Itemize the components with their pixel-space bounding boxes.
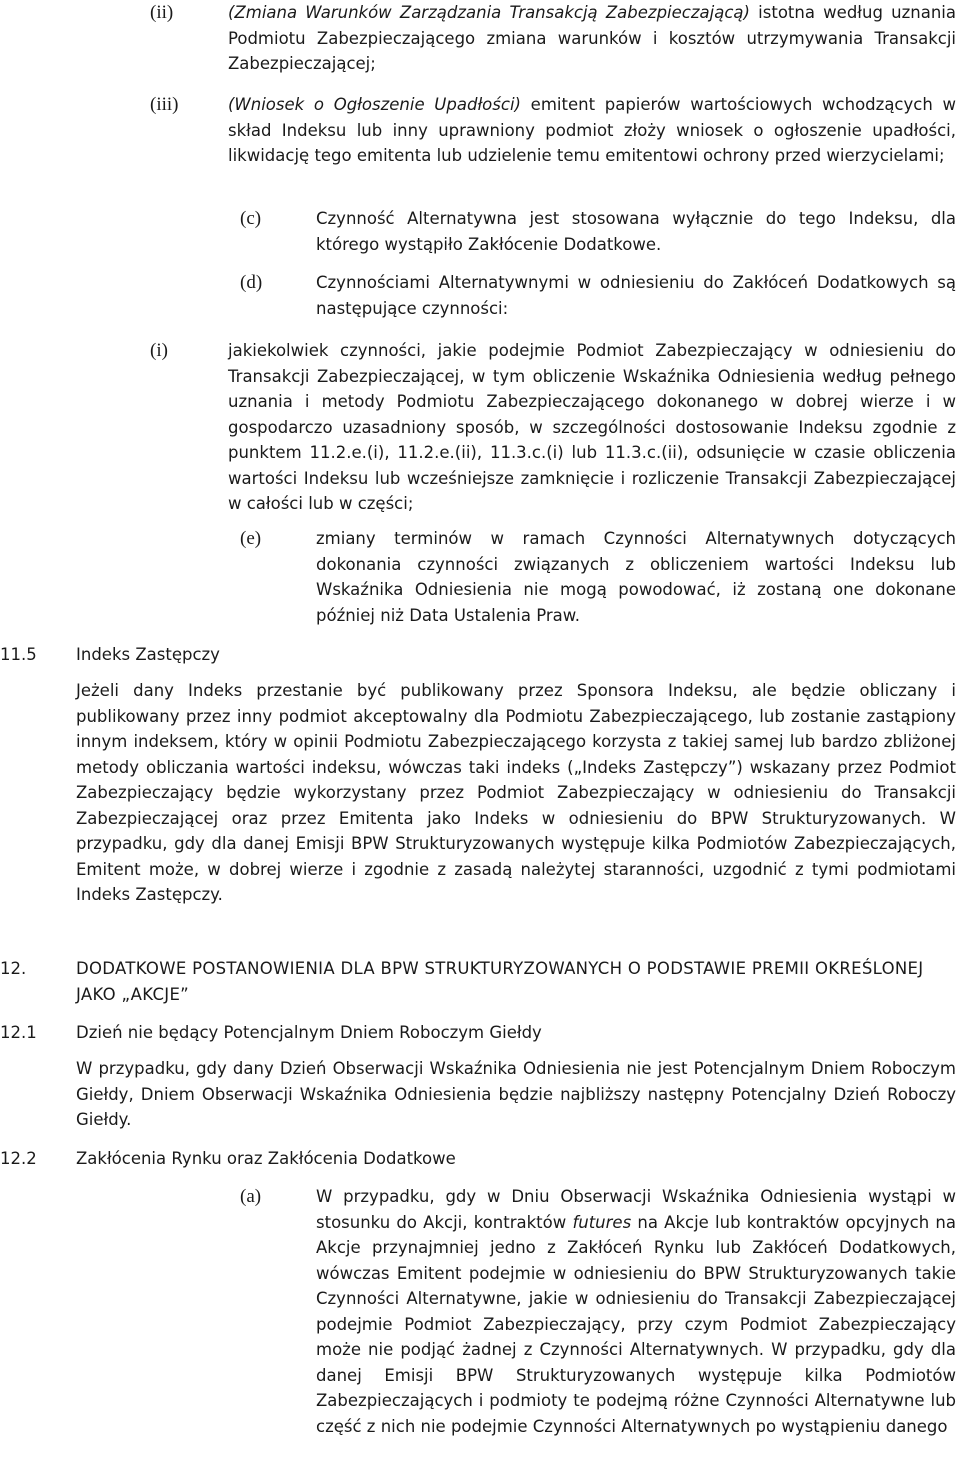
item-d-text: Czynnościami Alternatywnymi w odniesieniu do Zakłóceń Dodatkowych są następujące czynności: xyxy=(316,273,956,318)
section-12-number: 12. xyxy=(0,959,27,978)
item-iii-label: (iii) xyxy=(150,94,179,115)
item-i-text: jakiekolwiek czynności, jakie podejmie Podmiot Zabezpieczający w odniesieniu do Transakcji Zabezpieczającej, w tym obliczenie Wskaźnika Odniesienia według pełnego uznania i metody Podmiotu Zabezpieczającego dokonanego w dobrej wierze i w gospodarczo uzasadniony sposób, w szczególności dostosowanie Indeksu zgodnie z punktem 11.2.e.(i), 11.2.e.(ii), 11.3.c.(i) lub 11.3.c.(ii), odsunięcie w czasie obliczenia wartości Indeksu lub wcześniejsze zamknięcie i rozliczenie Transakcji Zabezpieczającej w całości lub w części; xyxy=(228,341,956,513)
section-12-2-a-text-2: na Akcje lub kontraktów opcyjnych na Akcje przynajmniej jedno z Zakłóceń Rynku lub Zakłóceń Dodatkowych, wówczas Emitent podejmie w odniesieniu do BPW Strukturyzowanych takie Czynności Alternatywne, jakie w odniesieniu do Transakcji Zabezpieczającej podejmie Podmiot Zabezpieczający, przy czym Podmiot Zabezpieczający może nie podjąć żadnej z Czynności Alternatywnych. W przypadku, gdy dla danej Emisji BPW Strukturyzowanych występuje kilka Podmiotów Zabezpieczających i podmioty te podejmą różne Czynności Alternatywne lub część z nich nie podejmie Czynności Alternatywnych po wystąpieniu danego xyxy=(316,1212,956,1436)
item-ii-paragraph xyxy=(228,0,956,77)
section-11-5-text: Jeżeli dany Indeks przestanie być publikowany przez Sponsora Indeksu, ale będzie obliczany i publikowany przez inny podmiot akceptowalny dla Podmiotu Zabezpieczającego, lub zostanie zastąpiony innym indeksem, który w opinii Podmiotu Zabezpieczającego korzysta z takiej samej lub bardzo zbliżonej metody obliczania wartości indeksu, wówczas taki indeks („Indeks Zastępczy”) wskazany przez Podmiot Zabezpieczający będzie wykorzystany przez Podmiot Zabezpieczający w odniesieniu do Transakcji Zabezpieczającej oraz przez Emitenta jako Indeks w odniesieniu do BPW Strukturyzowanych. W przypadku, gdy dla danej Emisji BPW Strukturyzowanych występuje kilka Podmiotów Zabezpieczających, Emitent może, w dobrej wierze i zgodnie z zasadą należytej staranności, uzgodnić z tymi podmiotami Indeks Zastępczy. xyxy=(76,681,956,904)
section-12-2-a-text-1: W przypadku, gdy w Dniu Obserwacji Wskaźnika Odniesienia wystąpi w stosunku do Akcji, kontraktów xyxy=(316,1187,956,1232)
item-ii-title: (Zmiana Warunków Zarządzania Transakcją Zabezpieczającą) xyxy=(228,3,750,22)
section-11-5-title: Indeks Zastępczy xyxy=(76,645,220,664)
item-iii-text: emitent papierów wartościowych wchodzących w skład Indeksu lub inny uprawniony podmiot złoży wniosek o ogłoszenie upadłości, likwidację tego emitenta lub udzielenie temu emitentowi ochrony przed wierzycielami; xyxy=(228,95,956,165)
section-12-2-a-label: (a) xyxy=(240,1186,262,1207)
item-i-label: (i) xyxy=(150,340,168,361)
item-ii-text: istotna według uznania Podmiotu Zabezpieczającego zmiana warunków i kosztów utrzymywania Transakcji Zabezpieczającej; xyxy=(228,3,956,73)
item-iii-title: (Wniosek o Ogłoszenie Upadłości) xyxy=(228,95,521,114)
section-12-title: DODATKOWE POSTANOWIENIA DLA BPW STRUKTURYZOWANYCH O PODSTAWIE PREMII OKREŚLONEJ JAKO „AKCJE” xyxy=(76,959,924,1004)
section-12-2-title: Zakłócenia Rynku oraz Zakłócenia Dodatkowe xyxy=(76,1149,456,1168)
section-12-2-number: 12.2 xyxy=(0,1149,37,1168)
item-iii-paragraph xyxy=(228,92,956,169)
item-d-label: (d) xyxy=(240,272,263,293)
section-12-2-a-futures: futures xyxy=(572,1212,632,1232)
item-c-text: Czynność Alternatywna jest stosowana wyłącznie do tego Indeksu, dla którego wystąpiło Zakłócenie Dodatkowe. xyxy=(316,209,956,254)
section-12-1-title: Dzień nie będący Potencjalnym Dniem Roboczym Giełdy xyxy=(76,1023,542,1042)
item-ii-label: (ii) xyxy=(150,2,174,23)
item-e-label: (e) xyxy=(240,528,262,549)
item-c-label: (c) xyxy=(240,208,262,229)
section-11-5-number: 11.5 xyxy=(0,645,37,664)
section-12-1-number: 12.1 xyxy=(0,1023,37,1042)
section-12-1-text: W przypadku, gdy dany Dzień Obserwacji Wskaźnika Odniesienia nie jest Potencjalnym Dniem Roboczym Giełdy, Dniem Obserwacji Wskaźnika Odniesienia będzie najbliższy następny Potencjalny Dzień Roboczy Giełdy. xyxy=(76,1059,956,1129)
item-e-text: zmiany terminów w ramach Czynności Alternatywnych dotyczących dokonania czynności związanych z obliczeniem wartości Indeksu lub Wskaźnika Odniesienia nie mogą powodować, iż zostaną one dokonane później niż Data Ustalenia Praw. xyxy=(316,529,956,625)
section-12-2-a-paragraph xyxy=(316,1184,956,1439)
